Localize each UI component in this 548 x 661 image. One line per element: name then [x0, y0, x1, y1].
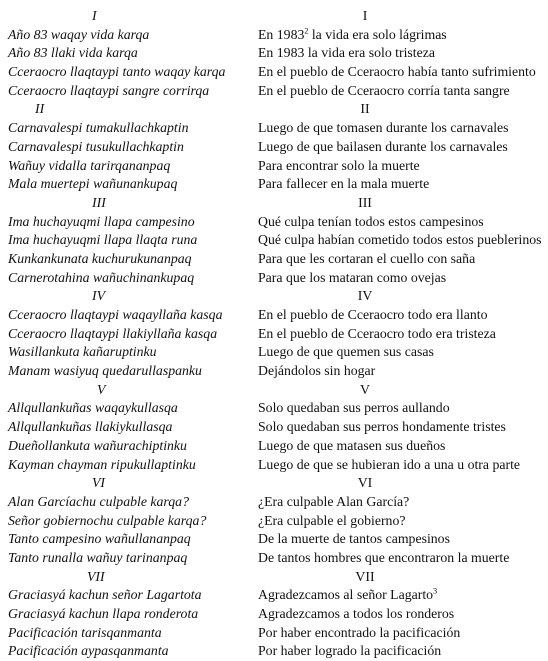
spanish-verse: Dejándolos sin hogar [258, 363, 376, 379]
quechua-verse: Año 83 waqay vida karqa [8, 26, 150, 42]
quechua-verse: Graciasyá kachun llapa ronderota [8, 606, 199, 621]
quechua-verse: Cceraocro llaqtaypi llakiyllaña kasqa [8, 325, 218, 341]
quechua-verse: Mala muertepi wañunankupaq [8, 176, 178, 192]
verse-line [0, 362, 548, 381]
spanish-verse: Agradezcamos a todos los ronderos [258, 606, 455, 621]
spanish-verse: En el pueblo de Cceraocro corría tanta sangre [258, 82, 510, 98]
spanish-verse: Luego de que se hubieran ido a una u otra parte [258, 456, 521, 472]
verse-line [0, 157, 548, 176]
verse-line [0, 231, 548, 250]
spanish-verse: En el pueblo de Cceraocro todo era llanto [258, 307, 488, 322]
verse-line [0, 586, 548, 605]
footnote-marker: 2 [304, 26, 309, 36]
spanish-verse: Para que les cortaran el cuello con saña [258, 250, 476, 266]
spanish-verse: En 1983 la vida era solo tristeza [258, 45, 436, 61]
spanish-verse: Por haber encontrado la pacificación [258, 624, 461, 640]
verse-line [0, 512, 548, 531]
verse-line [0, 82, 548, 101]
verse-line [0, 175, 548, 194]
stanza-numeral-row [0, 568, 548, 587]
verse-line [0, 456, 548, 475]
quechua-verse: Wasillankuta kañaruptinku [8, 344, 157, 360]
spanish-verse: Para que los mataran como ovejas [258, 269, 447, 285]
spanish-verse: Para fallecer en la mala muerte [258, 176, 430, 192]
spanish-verse: ¿Era culpable Alan García? [258, 493, 410, 509]
spanish-verse: Luego de que tomasen durante los carnavales [258, 120, 509, 136]
stanza-numeral-quechua: III [92, 194, 106, 210]
spanish-verse: En el pueblo de Cceraocro había tanto sufrimiento [258, 64, 536, 80]
quechua-verse: Carnavalespi tumakullachkaptin [8, 120, 189, 136]
quechua-verse: Graciasyá kachun señor Lagartota [8, 587, 202, 603]
stanza-numeral-spanish: IV [357, 288, 373, 304]
stanza-numeral-row [0, 7, 548, 26]
verse-line [0, 26, 548, 45]
spanish-verse-text: la vida era solo lágrimas [308, 26, 447, 42]
quechua-verse: Cceraocro llaqtaypi sangre corrirqa [8, 82, 210, 98]
spanish-verse: Para encontrar solo la muerte [258, 157, 420, 173]
footnote-marker: 3 [433, 586, 438, 596]
quechua-verse: Cceraocro llaqtaypi tanto waqay karqa [8, 64, 226, 80]
quechua-verse: Pacificación aypasqanmanta [8, 643, 169, 659]
verse-line [0, 642, 548, 661]
quechua-verse: Año 83 llaki vida karqa [8, 45, 138, 61]
verse-line [0, 44, 548, 63]
stanza-numeral-spanish: VI [357, 475, 373, 491]
quechua-verse: Wañuy vidalla tarirqananpaq [8, 157, 171, 173]
bilingual-poem [0, 7, 548, 661]
spanish-verse: De la muerte de tantos campesinos [258, 531, 450, 547]
quechua-verse: Manam wasiyuq quedarullaspanku [8, 363, 202, 379]
verse-line [0, 530, 548, 549]
stanza-numeral-spanish: III [358, 194, 372, 210]
stanza-numeral-row [0, 287, 548, 306]
stanza-numeral-spanish: I [362, 8, 368, 23]
spanish-verse: De tantos hombres que encontraron la muerte [258, 549, 510, 565]
stanza-numeral-quechua: IV [92, 288, 106, 304]
stanza-numeral-quechua: I [92, 8, 97, 23]
stanza-numeral-spanish: V [360, 381, 370, 397]
stanza-numeral-row [0, 381, 548, 400]
spanish-verse: Por haber logrado la pacificación [258, 643, 442, 659]
verse-line [0, 119, 548, 138]
verse-line [0, 437, 548, 456]
verse-line [0, 269, 548, 288]
verse-line [0, 605, 548, 624]
quechua-verse: Carnerotahina wañuchinankupaq [8, 269, 195, 285]
spanish-verse: Solo quedaban sus perros aullando [258, 400, 450, 416]
spanish-verse: ¿Era culpable el gobierno? [258, 512, 406, 528]
verse-line [0, 418, 548, 437]
quechua-verse: Dueñollankuta wañurachiptinku [8, 437, 187, 453]
stanza-numeral-quechua: V [97, 381, 106, 397]
stanza-numeral-spanish: II [360, 101, 370, 117]
stanza-numeral-row [0, 474, 548, 493]
quechua-verse: Alan Garcíachu culpable karqa? [8, 493, 189, 509]
verse-line [0, 138, 548, 157]
spanish-verse: Qué culpa habían cometido todos estos pueblerinos [258, 232, 542, 248]
verse-line [0, 325, 548, 344]
spanish-verse [258, 26, 447, 45]
spanish-verse-text: En 1983 [258, 26, 305, 42]
stanza-numeral-quechua: II [35, 101, 45, 117]
spanish-verse: Luego de que quemen sus casas [258, 344, 434, 360]
verse-line [0, 306, 548, 325]
quechua-verse: Señor gobiernochu culpable karqa? [8, 512, 207, 528]
spanish-verse: Luego de que matasen sus dueños [258, 437, 446, 453]
stanza-numeral-row [0, 100, 548, 119]
verse-line [0, 493, 548, 512]
spanish-verse: En el pueblo de Cceraocro todo era tristeza [258, 325, 496, 341]
spanish-verse: Qué culpa tenían todos estos campesinos [258, 213, 484, 229]
quechua-verse: Cceraocro llaqtaypi waqayllaña kasqa [8, 307, 223, 322]
verse-line [0, 624, 548, 643]
verse-line [0, 250, 548, 269]
spanish-verse-text: Agradezcamos al señor Lagarto [258, 587, 434, 603]
quechua-verse: Carnavalespi tusukullachkaptin [8, 138, 184, 154]
stanza-numeral-quechua: VII [87, 568, 105, 584]
quechua-verse: Tanto campesino wañullananpaq [8, 531, 191, 547]
quechua-verse: Pacificación tarisqanmanta [8, 624, 162, 640]
spanish-verse: Luego de que bailasen durante los carnavales [258, 138, 508, 154]
stanza-numeral-quechua: VI [92, 475, 106, 491]
spanish-verse [258, 586, 437, 605]
spanish-verse: Solo quedaban sus perros hondamente tristes [258, 419, 506, 435]
stanza-numeral-row [0, 194, 548, 213]
quechua-verse: Ima huchayuqmi llapa campesino [8, 213, 195, 229]
verse-line [0, 399, 548, 418]
verse-line [0, 549, 548, 568]
quechua-verse: Ima huchayuqmi llapa llaqta runa [8, 232, 198, 248]
quechua-verse: Tanto runalla wañuy tarinanpaq [8, 549, 188, 565]
stanza-numeral-spanish: VII [355, 568, 375, 584]
quechua-verse: Kayman chayman ripukullaptinku [8, 456, 196, 472]
quechua-verse: Kunkankunata kuchurukunanpaq [8, 250, 192, 266]
quechua-verse: Allqullankuñas llakiykullasqa [8, 419, 173, 435]
verse-line [0, 343, 548, 362]
verse-line [0, 213, 548, 232]
quechua-verse: Allqullankuñas waqaykullasqa [8, 400, 178, 416]
verse-line [0, 63, 548, 82]
